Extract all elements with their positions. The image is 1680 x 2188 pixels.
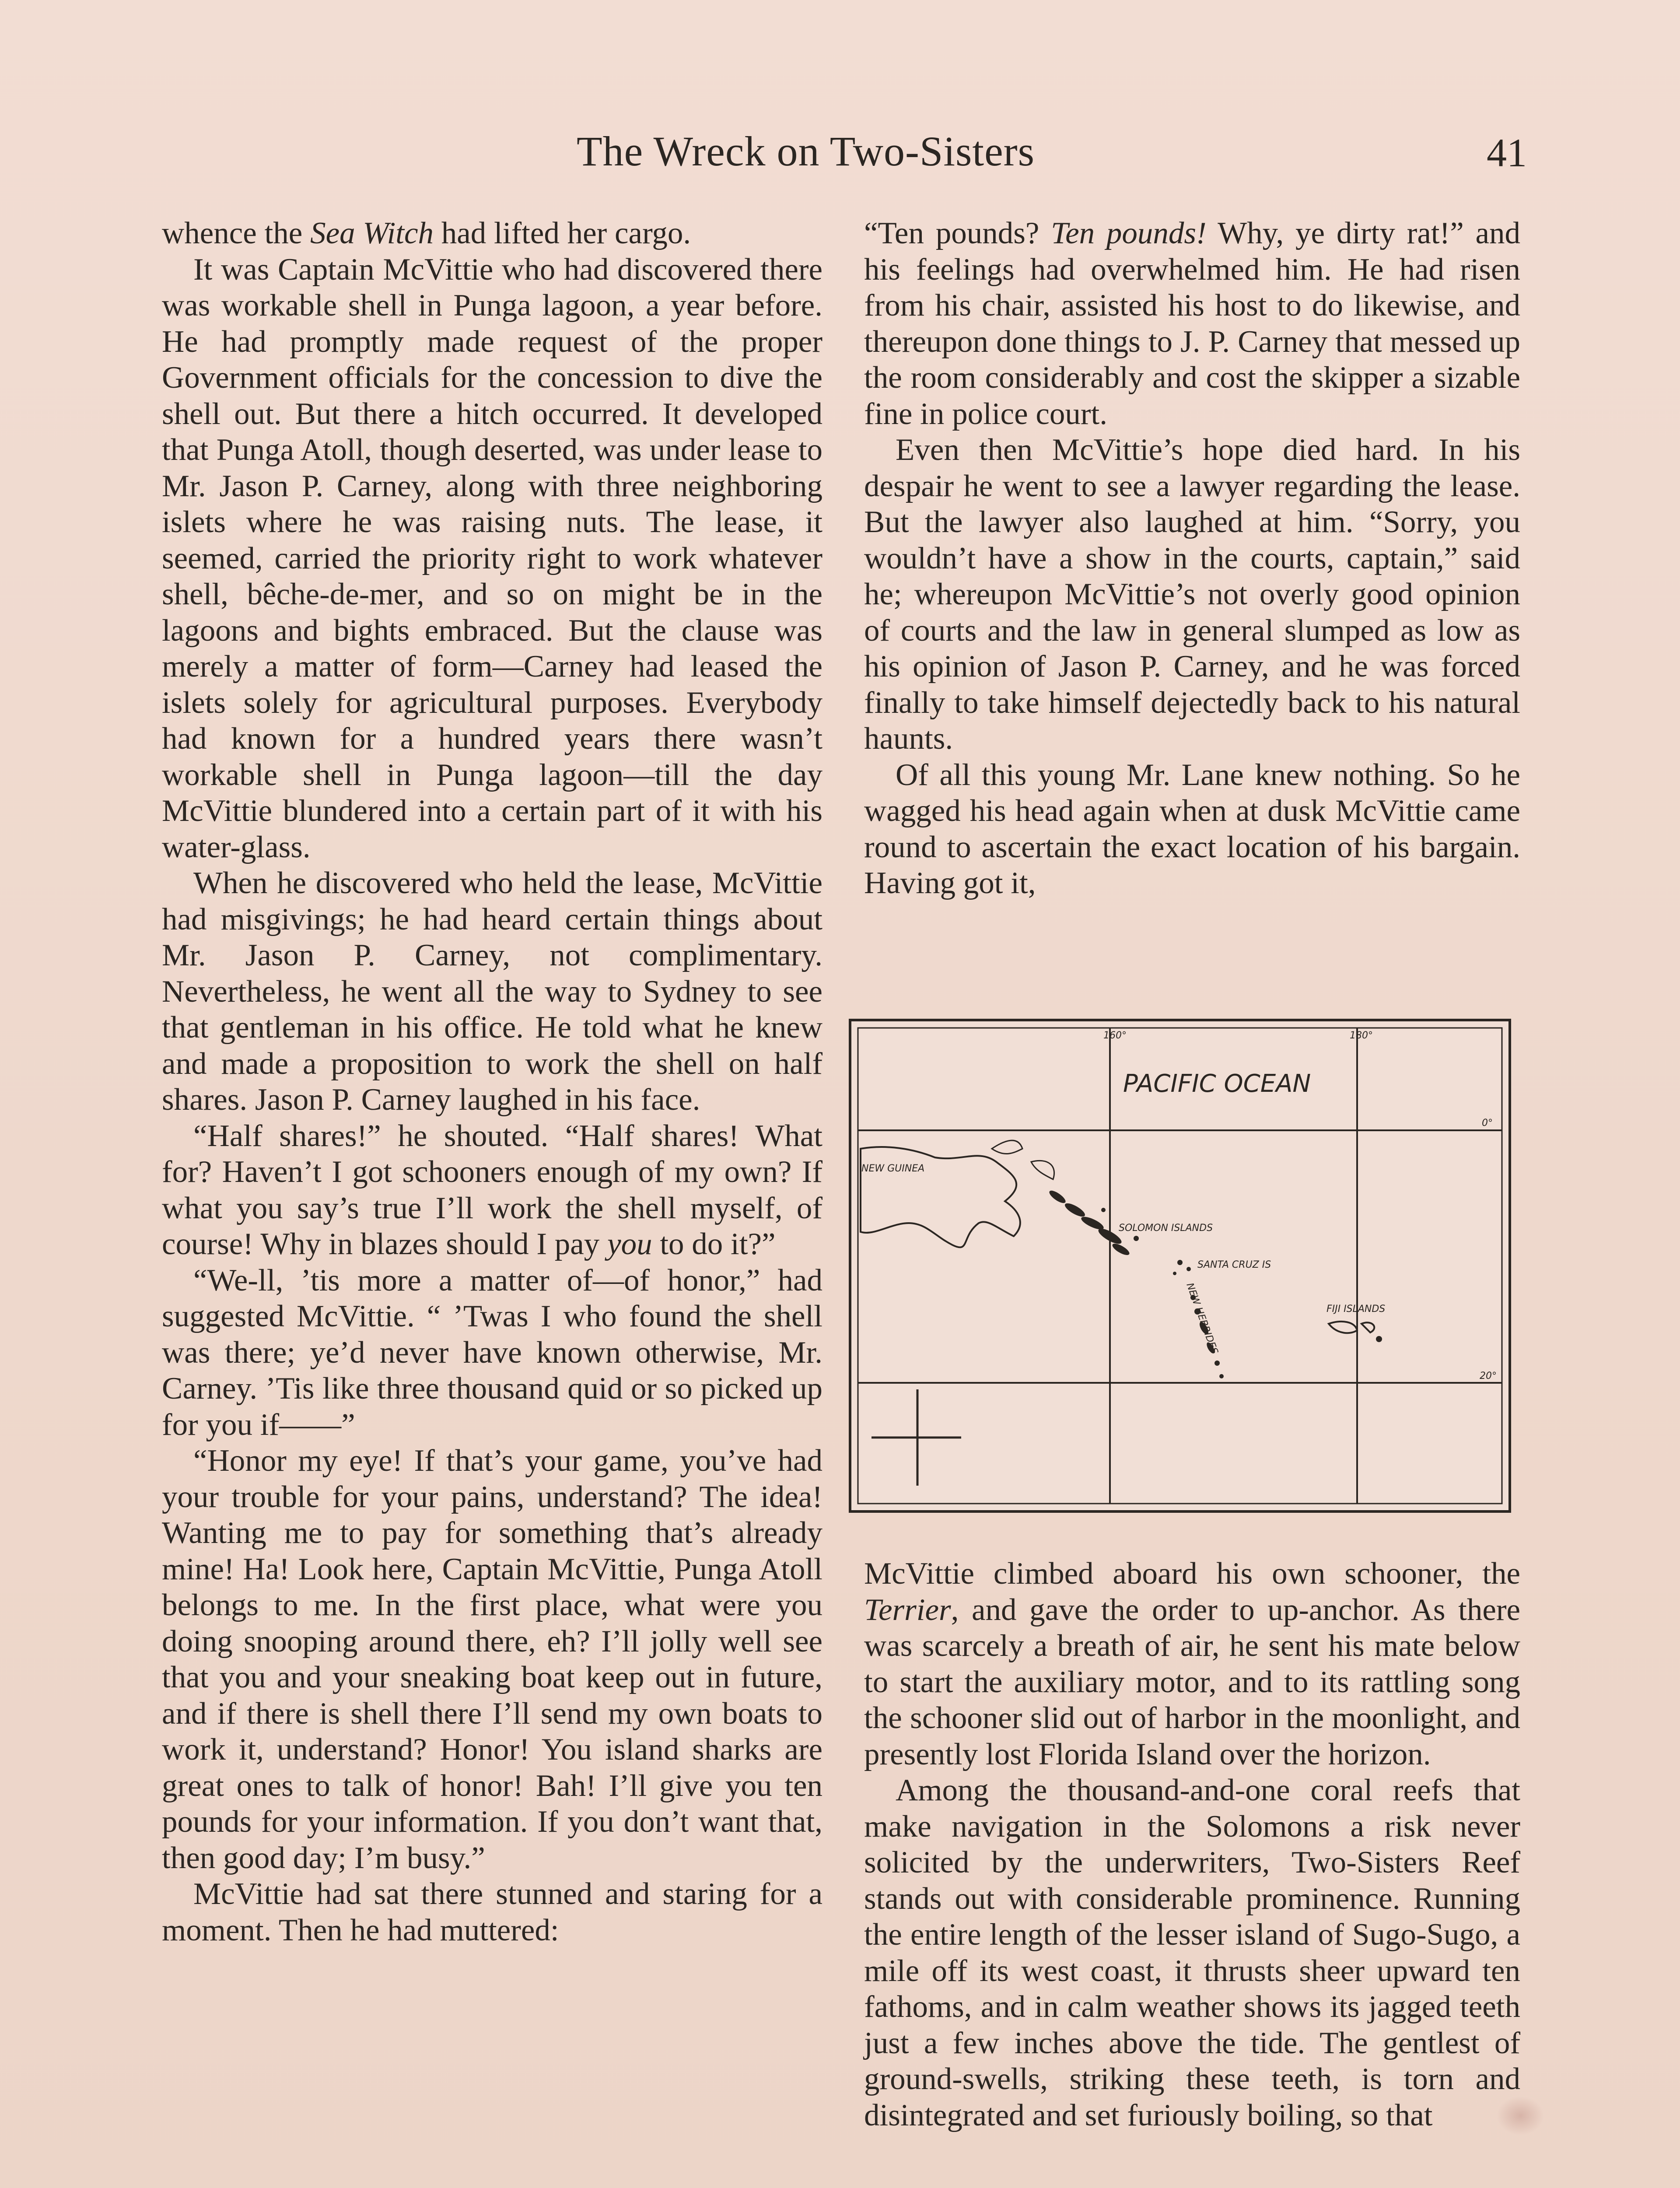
right-text-column-bottom <box>864 1556 1520 2133</box>
place-label-santa-cruz: SANTA CRUZ IS <box>1197 1259 1271 1270</box>
paragraph: When he discovered who held the lease, McVittie had misgivings; he had heard certain things about Mr. Jason P. Carney, not complimentary. Nevertheless, he went all the way to Sydney to see that gentleman in his office. He told what he knew and made a proposition to work the shell on half shares. Jason P. Carney laughed in his face. <box>162 866 822 1117</box>
lon-label-160: 160° <box>1103 1030 1127 1041</box>
page-number: 41 <box>1487 130 1527 175</box>
paragraph: “Ten pounds? Ten pounds! Why, ye dirty rat!” and his feelings had overwhelmed him. He had risen from his chair, assisted his host to do likewise, and thereupon done things to J. P. Carney that messed up the room considerably and cost the skipper a sizable fine in police court. <box>864 216 1520 431</box>
place-label-new-hebrides: NEW HEBRIDES <box>1184 1281 1220 1356</box>
lat-label-20: 20° <box>1480 1371 1497 1382</box>
left-text-column <box>162 215 822 1948</box>
paragraph: whence the Sea Witch had lifted her cargo. <box>162 216 691 250</box>
place-label-fiji-islands: FIJI ISLANDS <box>1326 1304 1386 1315</box>
paragraph: “Half shares!” he shouted. “Half shares! What for? Haven’t I got schooners enough of my own? If what you say’s true I’ll work the shell myself, of course! Why in blazes should I pay you to do it?” <box>162 1119 822 1261</box>
paragraph: “Honor my eye! If that’s your game, you’ve had your trouble for your pains, understand? The idea! Wanting me to pay for something that’s already mine! Ha! Look here, Captain McVittie, Punga Atoll belongs to me. In the first place, what were you doing snooping around there, eh? I’ll jolly well see that you and your sneaking boat keep out in future, and if there is shell there I’ll send my own boats to work it, understand? Honor! You island sharks are great ones to talk of honor! Bah! I’ll give you ten pounds for your information. If you don’t want that, then good day; I’m busy.” <box>162 1444 822 1875</box>
place-label-new-guinea: NEW GUINEA <box>861 1163 925 1174</box>
paper-stain <box>1496 2096 1544 2135</box>
lat-label-0: 0° <box>1482 1118 1493 1129</box>
ocean-label: PACIFIC OCEAN <box>1123 1069 1311 1098</box>
paragraph: McVittie climbed aboard his own schooner, the Terrier, and gave the order to up-anchor. As there was scarcely a breath of air, he sent his mate below to start the auxiliary motor, and to its rattling song the schooner slid out of harbor in the moonlight, and presently lost Florida Island over the horizon. <box>864 1557 1520 1771</box>
right-text-column-top <box>864 215 1520 901</box>
paragraph: Among the thousand-and-one coral reefs that make navigation in the Solomons a risk never solicited by the underwriters, Two-Sisters Reef stands out with considerable prominence. Running the entire length of the lesser island of Sugo-Sugo, a mile off its west coast, it thrusts sheer upward ten fathoms, and in calm weather shows its jagged teeth just a few inches above the tide. The gentlest of ground-swells, striking these teeth, is torn and disintegrated and set furiously boiling, so that <box>864 1773 1520 2132</box>
place-label-solomon-islands: SOLOMON ISLANDS <box>1119 1223 1213 1234</box>
paragraph: “We-ll, ’tis more a matter of—of honor,” had suggested McVittie. “ ’Twas I who found the shell was there; ye’d never have known otherwise, Mr. Carney. ’Tis like three thousand quid or so picked up for you if——” <box>162 1263 822 1442</box>
lon-label-180: 180° <box>1350 1030 1373 1041</box>
paragraph: Of all this young Mr. Lane knew nothing. So he wagged his head again when at dusk McVittie came round to ascertain the exact location of his bargain. Having got it, <box>864 757 1520 900</box>
paragraph: McVittie had sat there stunned and staring for a moment. Then he had muttered: <box>162 1877 822 1947</box>
paragraph: It was Captain McVittie who had discovered there was workable shell in Punga lagoon, a year before. He had promptly made request of the proper Government officials for the concession to dive the shell out. But there a hitch occurred. It developed that Punga Atoll, though deserted, was under lease to Mr. Jason P. Carney, along with three neighboring islets where he was raising nuts. The lease, it seemed, carried the priority right to work whatever shell, bêche-de-mer, and so on might be in the lagoons and bights embraced. But the clause was merely a matter of form—Carney had leased the islets solely for agricultural purposes. Everybody had known for a hundred years there wasn’t workable shell in Punga lagoon—till the day McVittie blundered into a certain part of it with his water-glass. <box>162 252 822 864</box>
paragraph: Even then McVittie’s hope died hard. In his despair he went to see a lawyer regarding the lease. But the lawyer also laughed at him. “Sorry, you wouldn’t have a show in the courts, captain,” said he; whereupon McVittie’s not overly good opinion of courts and the law in general slumped as low as his opinion of Jason P. Carney, and he was forced finally to take himself dejectedly back to his natural haunts. <box>864 433 1520 756</box>
running-header-title: The Wreck on Two-Sisters <box>577 128 1035 175</box>
pacific-map-figure <box>847 1017 1512 1514</box>
